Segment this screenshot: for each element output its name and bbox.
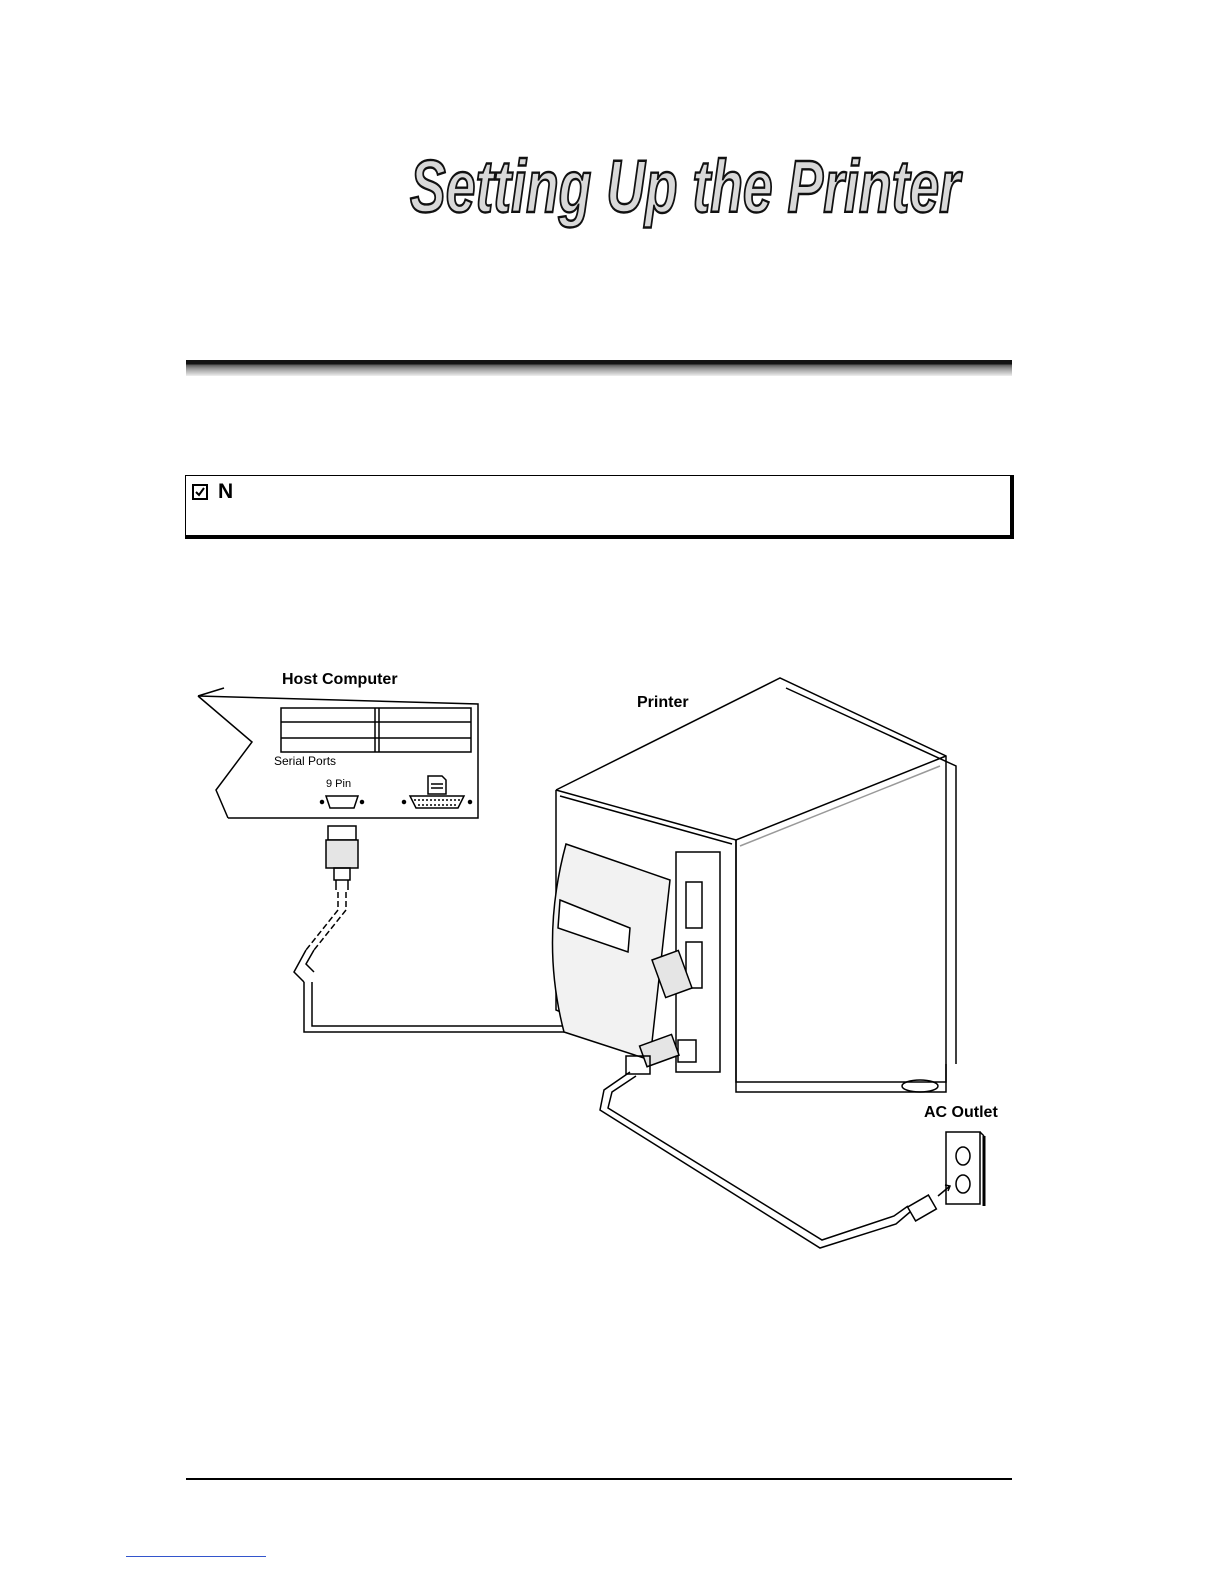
printer-setup-diagram — [180, 660, 1020, 1270]
chapter-title-text: Setting Up the Printer — [410, 145, 964, 228]
title-rule — [186, 360, 1012, 376]
checkbox-checked-icon — [192, 484, 208, 500]
footer-link-underline[interactable] — [126, 1556, 266, 1557]
note-label: N — [218, 480, 234, 503]
nine-pin-label: 9 Pin — [326, 778, 352, 790]
footer-rule — [186, 1478, 1012, 1480]
chapter-title — [410, 138, 970, 238]
host-computer-illustration — [198, 688, 478, 818]
ac-outlet-illustration — [938, 1132, 984, 1206]
serial-ports-label: Serial Ports — [274, 754, 337, 768]
ac-outlet-label: AC Outlet — [924, 1104, 998, 1121]
note-box — [185, 475, 1014, 539]
printer-illustration — [552, 678, 956, 1092]
printer-label: Printer — [637, 694, 689, 711]
host-computer-label: Host Computer — [282, 671, 398, 688]
